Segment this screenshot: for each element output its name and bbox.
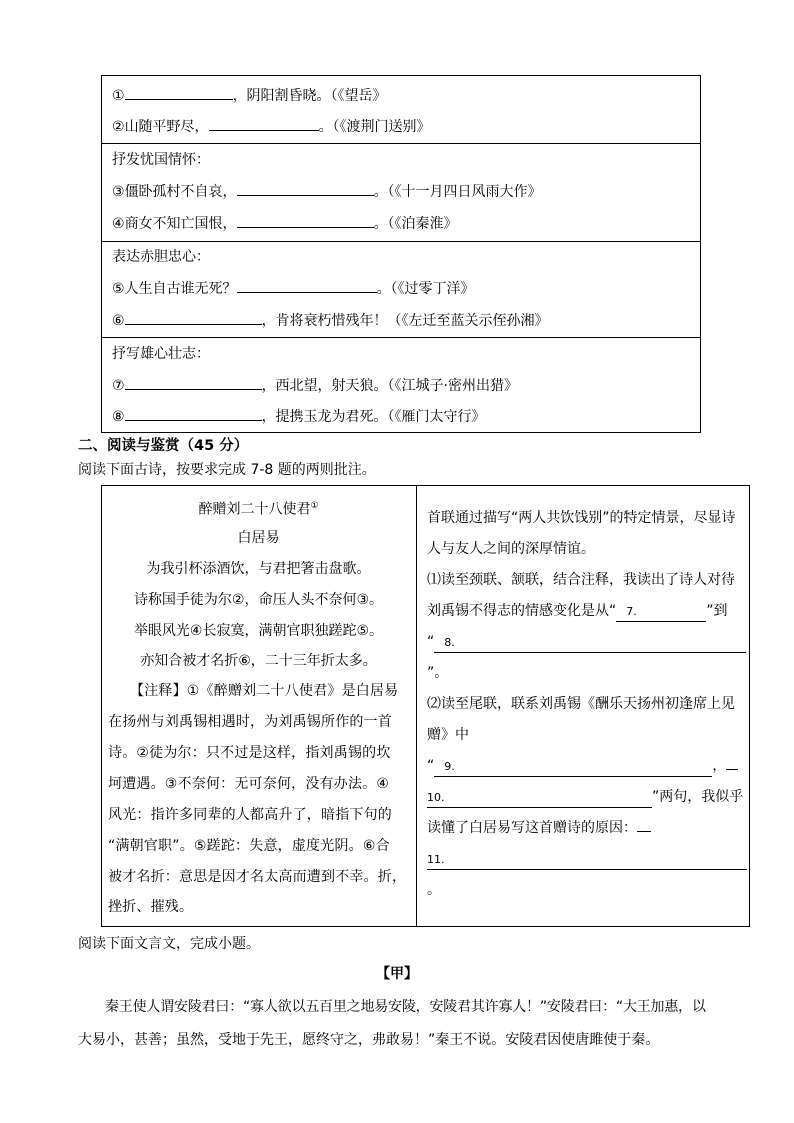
question-2: 赠》中	[427, 727, 469, 743]
note-line: 【注释】①《醉赠刘二十八使君》是白居易	[130, 683, 399, 699]
poem-annotation-table	[101, 485, 750, 927]
heading-worry: 抒发忧国情怀：	[112, 152, 210, 168]
blank-6[interactable]	[125, 310, 262, 325]
divider	[102, 143, 700, 144]
annotation-text: 首联通过描写“两人共饮饯别”的特定情景，尽显诗	[427, 510, 736, 526]
answer-blank-9[interactable]: 9.	[434, 757, 712, 777]
blank-2[interactable]	[209, 116, 319, 131]
row-7: ⑦ ，西北望，射天狼。（《江城子·密州出猎》	[112, 375, 518, 396]
question-2: ⑵读至尾联，联系刘禹锡《酬乐天扬州初逢席上见	[427, 696, 735, 712]
poem-cell	[102, 486, 417, 926]
note-line: 坷遭遇。③不奈何：无可奈何，没有办法。④	[108, 776, 390, 792]
question-2: 10. ”两句，我似乎	[427, 782, 753, 813]
row-4: ④商女不知亡国恨， 。（《泊秦淮》	[112, 213, 458, 234]
row-2: ②山随平野尽， 。（《渡荆门送别》	[112, 116, 431, 137]
row-5: ⑤人生自古谁无死？ 。（《过零丁洋》	[112, 278, 475, 299]
poem-line: 诗称国手徒为尔②，命压人头不奈何③。	[133, 592, 384, 608]
divider	[102, 241, 700, 242]
answer-blank-7[interactable]: 7.	[616, 602, 706, 622]
answer-blank-11[interactable]: 11.	[427, 850, 747, 870]
annotation-text: 人与友人之间的深厚情谊。	[427, 541, 595, 557]
question-2-end: 。	[427, 882, 441, 898]
blank-5[interactable]	[237, 278, 377, 293]
poem-author: 白居易	[237, 530, 280, 546]
row-1: ① ，阴阳割昏晓。（《望岳》	[112, 85, 387, 106]
poem-line: 亦知合被才名折⑥，二十三年折太多。	[140, 653, 377, 669]
question-1: ⑴读至颈联、颔联，结合注释，我读出了诗人对待	[427, 572, 735, 588]
blank-1[interactable]	[125, 85, 233, 100]
poems-fill-table	[101, 75, 701, 433]
note-line: 风光：指许多同辈的人都高升了，暗指下句的	[108, 807, 392, 823]
note-line: 被才名折：意思是因才名太高而遭到不幸。折，	[108, 869, 407, 885]
note-line: 挫折、摧残。	[108, 899, 194, 915]
note-line: “满朝官职”。⑤蹉跎：失意，虚度光阴。⑥合	[108, 838, 390, 854]
row-6: ⑥ ，肯将衰朽惜残年！（《左迁至蓝关示侄孙湘》	[112, 310, 549, 331]
passage-line: 大易小，甚善；虽然，受地于先王，愿终守之，弗敢易！”秦王不说。安陵君因使唐雎使于秦。	[78, 1032, 660, 1048]
blank-4[interactable]	[237, 213, 374, 228]
poem-line: 举眼风光④长寂寞，满朝官职独蹉跎⑤。	[133, 623, 384, 639]
answer-blank-8[interactable]: 8.	[434, 633, 746, 653]
blank-8[interactable]	[125, 406, 262, 421]
section-instruction: 阅读下面古诗，按要求完成 7-8 题的两则批注。	[78, 462, 376, 478]
note-line: 诗。②徒为尔：只不过是这样，指刘禹锡的坎	[108, 745, 391, 761]
section-heading: 二、阅读与鉴赏（45 分）	[78, 438, 249, 454]
poem-title: 醉赠刘二十八使君①	[198, 501, 319, 518]
poem-line: 为我引杯添酒饮，与君把箸击盘歌。	[146, 561, 371, 577]
question-2: “ 9. ，	[427, 751, 753, 782]
heading-ambition: 抒写雄心壮志：	[112, 346, 210, 362]
note-line: 在扬州与刘禹锡相遇时，为刘禹锡所作的一首	[108, 714, 392, 730]
row-8: ⑧ ，提携玉龙为君死。（《雁门太守行》	[112, 406, 486, 427]
annotation-cell	[417, 486, 749, 926]
answer-blank-10[interactable]: 10.	[427, 788, 652, 808]
divider	[102, 337, 700, 338]
passage-label: 【甲】	[376, 966, 418, 982]
question-1-end: ”。	[427, 665, 449, 681]
blank-7[interactable]	[125, 375, 262, 390]
question-2	[427, 844, 753, 875]
question-1: “ 8.	[427, 627, 753, 658]
question-2: 读懂了白居易写这首赠诗的原因：	[427, 813, 753, 844]
classical-instruction: 阅读下面文言文，完成小题。	[78, 936, 260, 952]
question-1: 刘禹锡不得志的情感变化是从“ 7. ”到	[427, 596, 753, 627]
blank-3[interactable]	[237, 181, 374, 196]
passage-line: 秦王使人谓安陵君曰：“寡人欲以五百里之地易安陵，安陵君其许寡人！”安陵君曰：“大王加惠，以	[105, 999, 706, 1015]
heading-loyalty: 表达赤胆忠心：	[112, 249, 210, 265]
row-3: ③僵卧孤村不自哀， 。（《十一月四日风雨大作》	[112, 181, 542, 202]
